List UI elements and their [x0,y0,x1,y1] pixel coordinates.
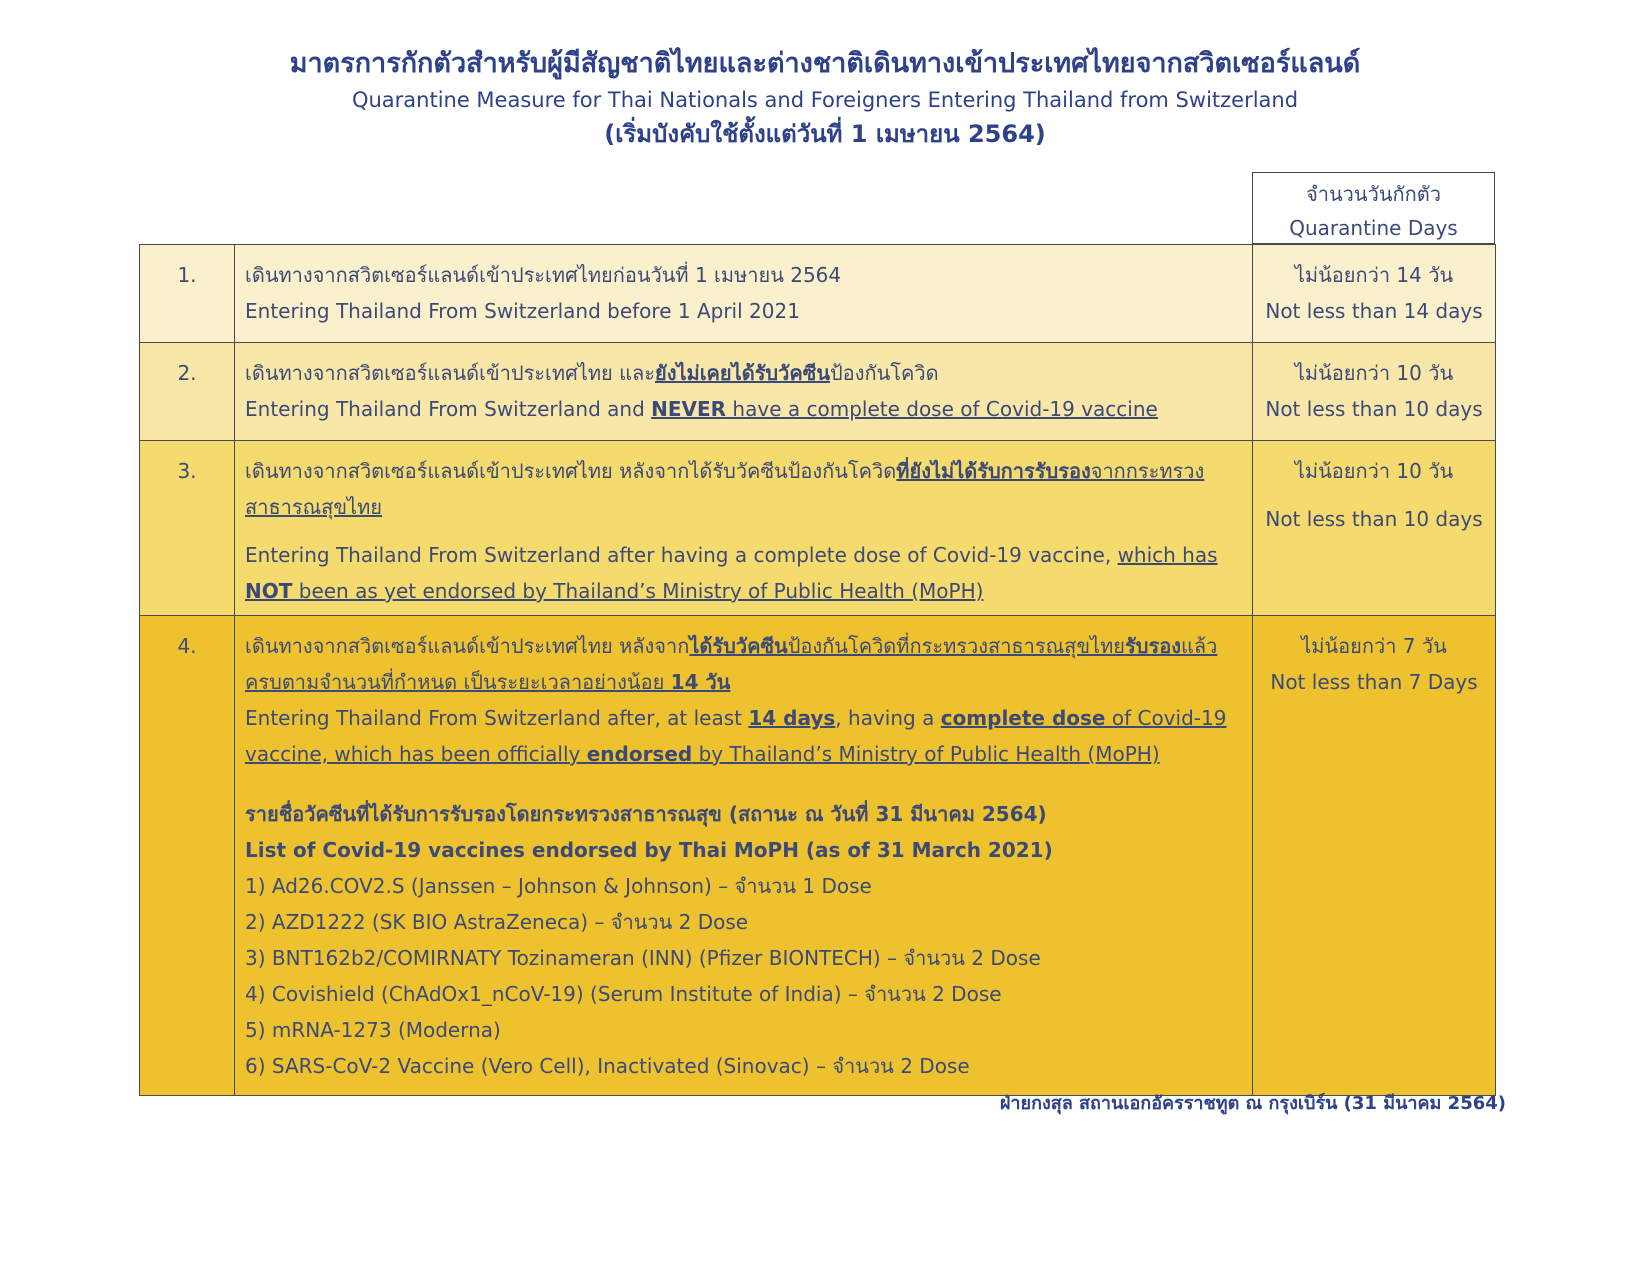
text-run: Entering Thailand From Switzerland and [245,397,652,421]
quarantine-measures-table [139,244,1496,1096]
text-run: of Covid-19 vaccine, which has been officially [245,706,1227,766]
row-description-th: เดินทางจากสวิตเซอร์แลนด์เข้าประเทศไทยก่อนวันที่ 1 เมษายน 2564 [245,263,842,287]
row-number: 3. [140,441,235,616]
list-item: 4) Covishield (ChAdOx1_nCoV-19) (Serum Institute of India) – จำนวน 2 Dose [245,982,1002,1006]
table-row [140,441,1496,616]
row-days-th: ไม่น้อยกว่า 14 วัน [1294,263,1454,287]
row-days-en: Not less than 10 days [1265,397,1483,421]
row-description [235,343,1253,441]
text-run: Entering Thailand From Switzerland after, at least [245,706,749,730]
spacer [245,772,1242,796]
spacer [1254,489,1494,501]
title-thai: มาตรการกักตัวสำหรับผู้มีสัญชาติไทยและต่างชาติเดินทางเข้าประเทศไทยจากสวิตเซอร์แลนด์ [289,48,1361,79]
text-run: have a complete dose of Covid-19 vaccine [726,397,1158,421]
list-item: 1) Ad26.COV2.S (Janssen – Johnson & Johnson) – จำนวน 1 Dose [245,874,872,898]
vaccine-list-title-th: รายชื่อวัคซีนที่ได้รับการรับรองโดยกระทรวงสาธารณสุข (สถานะ ณ วันที่ 31 มีนาคม 2564) [245,802,1047,826]
table-row [140,343,1496,441]
row-days [1253,343,1496,441]
text-run: ป้องกันโควิด [829,361,939,385]
row-number: 1. [140,245,235,343]
spacer [245,525,1242,537]
text-run: by Thailand’s Ministry of Public Health (MoPH) [692,742,1160,766]
row-description-en [245,700,1242,772]
emphasis-vaccinated: ได้รับวัคซีน [689,634,788,658]
row-days [1253,441,1496,616]
row-description-th [245,355,1242,391]
text-run: เดินทางจากสวิตเซอร์แลนด์เข้าประเทศไทย หลังจาก [245,634,690,658]
row-description-en: Entering Thailand From Switzerland before 1 April 2021 [245,299,800,323]
row-description-th [245,628,1242,700]
text-run: ที่ [896,459,910,483]
title-english: Quarantine Measure for Thai Nationals and Foreigners Entering Thailand from Switzerland [351,88,1299,112]
quarantine-days-header-en: Quarantine Days [1289,216,1458,240]
table-row [140,245,1496,343]
row-days-en: Not less than 14 days [1265,299,1483,323]
row-description-en [245,537,1242,609]
text-run: ป้องกันโควิดที่กระทรวงสาธารณสุขไทย [787,634,1126,658]
text-run: , having a [835,706,941,730]
text-run: been as yet endorsed by Thailand’s Ministry of Public Health (MoPH) [292,579,984,603]
row-days [1253,245,1496,343]
list-item: 3) BNT162b2/COMIRNATY Tozinameran (INN) (Pfizer BIONTECH) – จำนวน 2 Dose [245,946,1041,970]
list-item: 5) mRNA-1273 (Moderna) [245,1018,501,1042]
footer-signature: ฝ่ายกงสุล สถานเอกอัครราชทูต ณ กรุงเบิร์น (31 มีนาคม 2564) [999,1093,1506,1114]
row-number: 4. [140,616,235,1096]
row-description [235,245,1253,343]
row-description-th [245,453,1242,525]
row-days-en: Not less than 10 days [1265,507,1483,531]
table-row [140,616,1496,1096]
emphasis-14-days: 14 days [748,706,836,730]
text-run: แล้วครบตามจำนวนที่กำหนด เป็นระยะเวลาอย่างน้อย [245,634,1218,694]
row-description [235,441,1253,616]
title-block [0,44,1650,152]
emphasis-complete-dose: complete dose [940,706,1106,730]
row-days-th: ไม่น้อยกว่า 10 วัน [1294,361,1454,385]
emphasis-endorsed-en: endorsed [586,742,693,766]
row-days-th: ไม่น้อยกว่า 10 วัน [1294,459,1454,483]
row-days [1253,616,1496,1096]
emphasis-14-days-th: 14 วัน [670,670,731,694]
row-description [235,616,1253,1096]
emphasis-never: NEVER [651,397,727,421]
text-run: เดินทางจากสวิตเซอร์แลนด์เข้าประเทศไทย หลังจากได้รับวัคซีนป้องกันโควิด [245,459,897,483]
row-description-en [245,391,1242,427]
effective-date: (เริ่มบังคับใช้ตั้งแต่วันที่ 1 เมษายน 2564) [604,120,1046,148]
emphasis-not: NOT [245,579,293,603]
emphasis-not-endorsed: ยังไม่ได้รับการรับรอง [909,459,1091,483]
quarantine-days-header [1252,172,1495,244]
list-item: 2) AZD1222 (SK BIO AstraZeneca) – จำนวน 2 Dose [245,910,749,934]
emphasis-endorsed: รับรอง [1125,634,1181,658]
row-number: 2. [140,343,235,441]
row-days-en: Not less than 7 Days [1270,670,1478,694]
quarantine-days-header-th: จำนวนวันกักตัว [1306,182,1441,206]
text-run: เดินทางจากสวิตเซอร์แลนด์เข้าประเทศไทย และ [245,361,655,385]
emphasis-not-vaccinated: ยังไม่เคยได้รับวัคซีน [654,361,830,385]
text-run: จากกระทรวงสาธารณสุขไทย [245,459,1205,519]
list-item: 6) SARS-CoV-2 Vaccine (Vero Cell), Inactivated (Sinovac) – จำนวน 2 Dose [245,1054,970,1078]
text-run: Entering Thailand From Switzerland after having a complete dose of Covid-19 vaccine, [245,543,1118,567]
row-days-th: ไม่น้อยกว่า 7 วัน [1301,634,1447,658]
vaccine-list-title-en: List of Covid-19 vaccines endorsed by Thai MoPH (as of 31 March 2021) [245,838,1053,862]
text-run: which has [1117,543,1218,567]
vaccine-list [245,868,1242,1084]
